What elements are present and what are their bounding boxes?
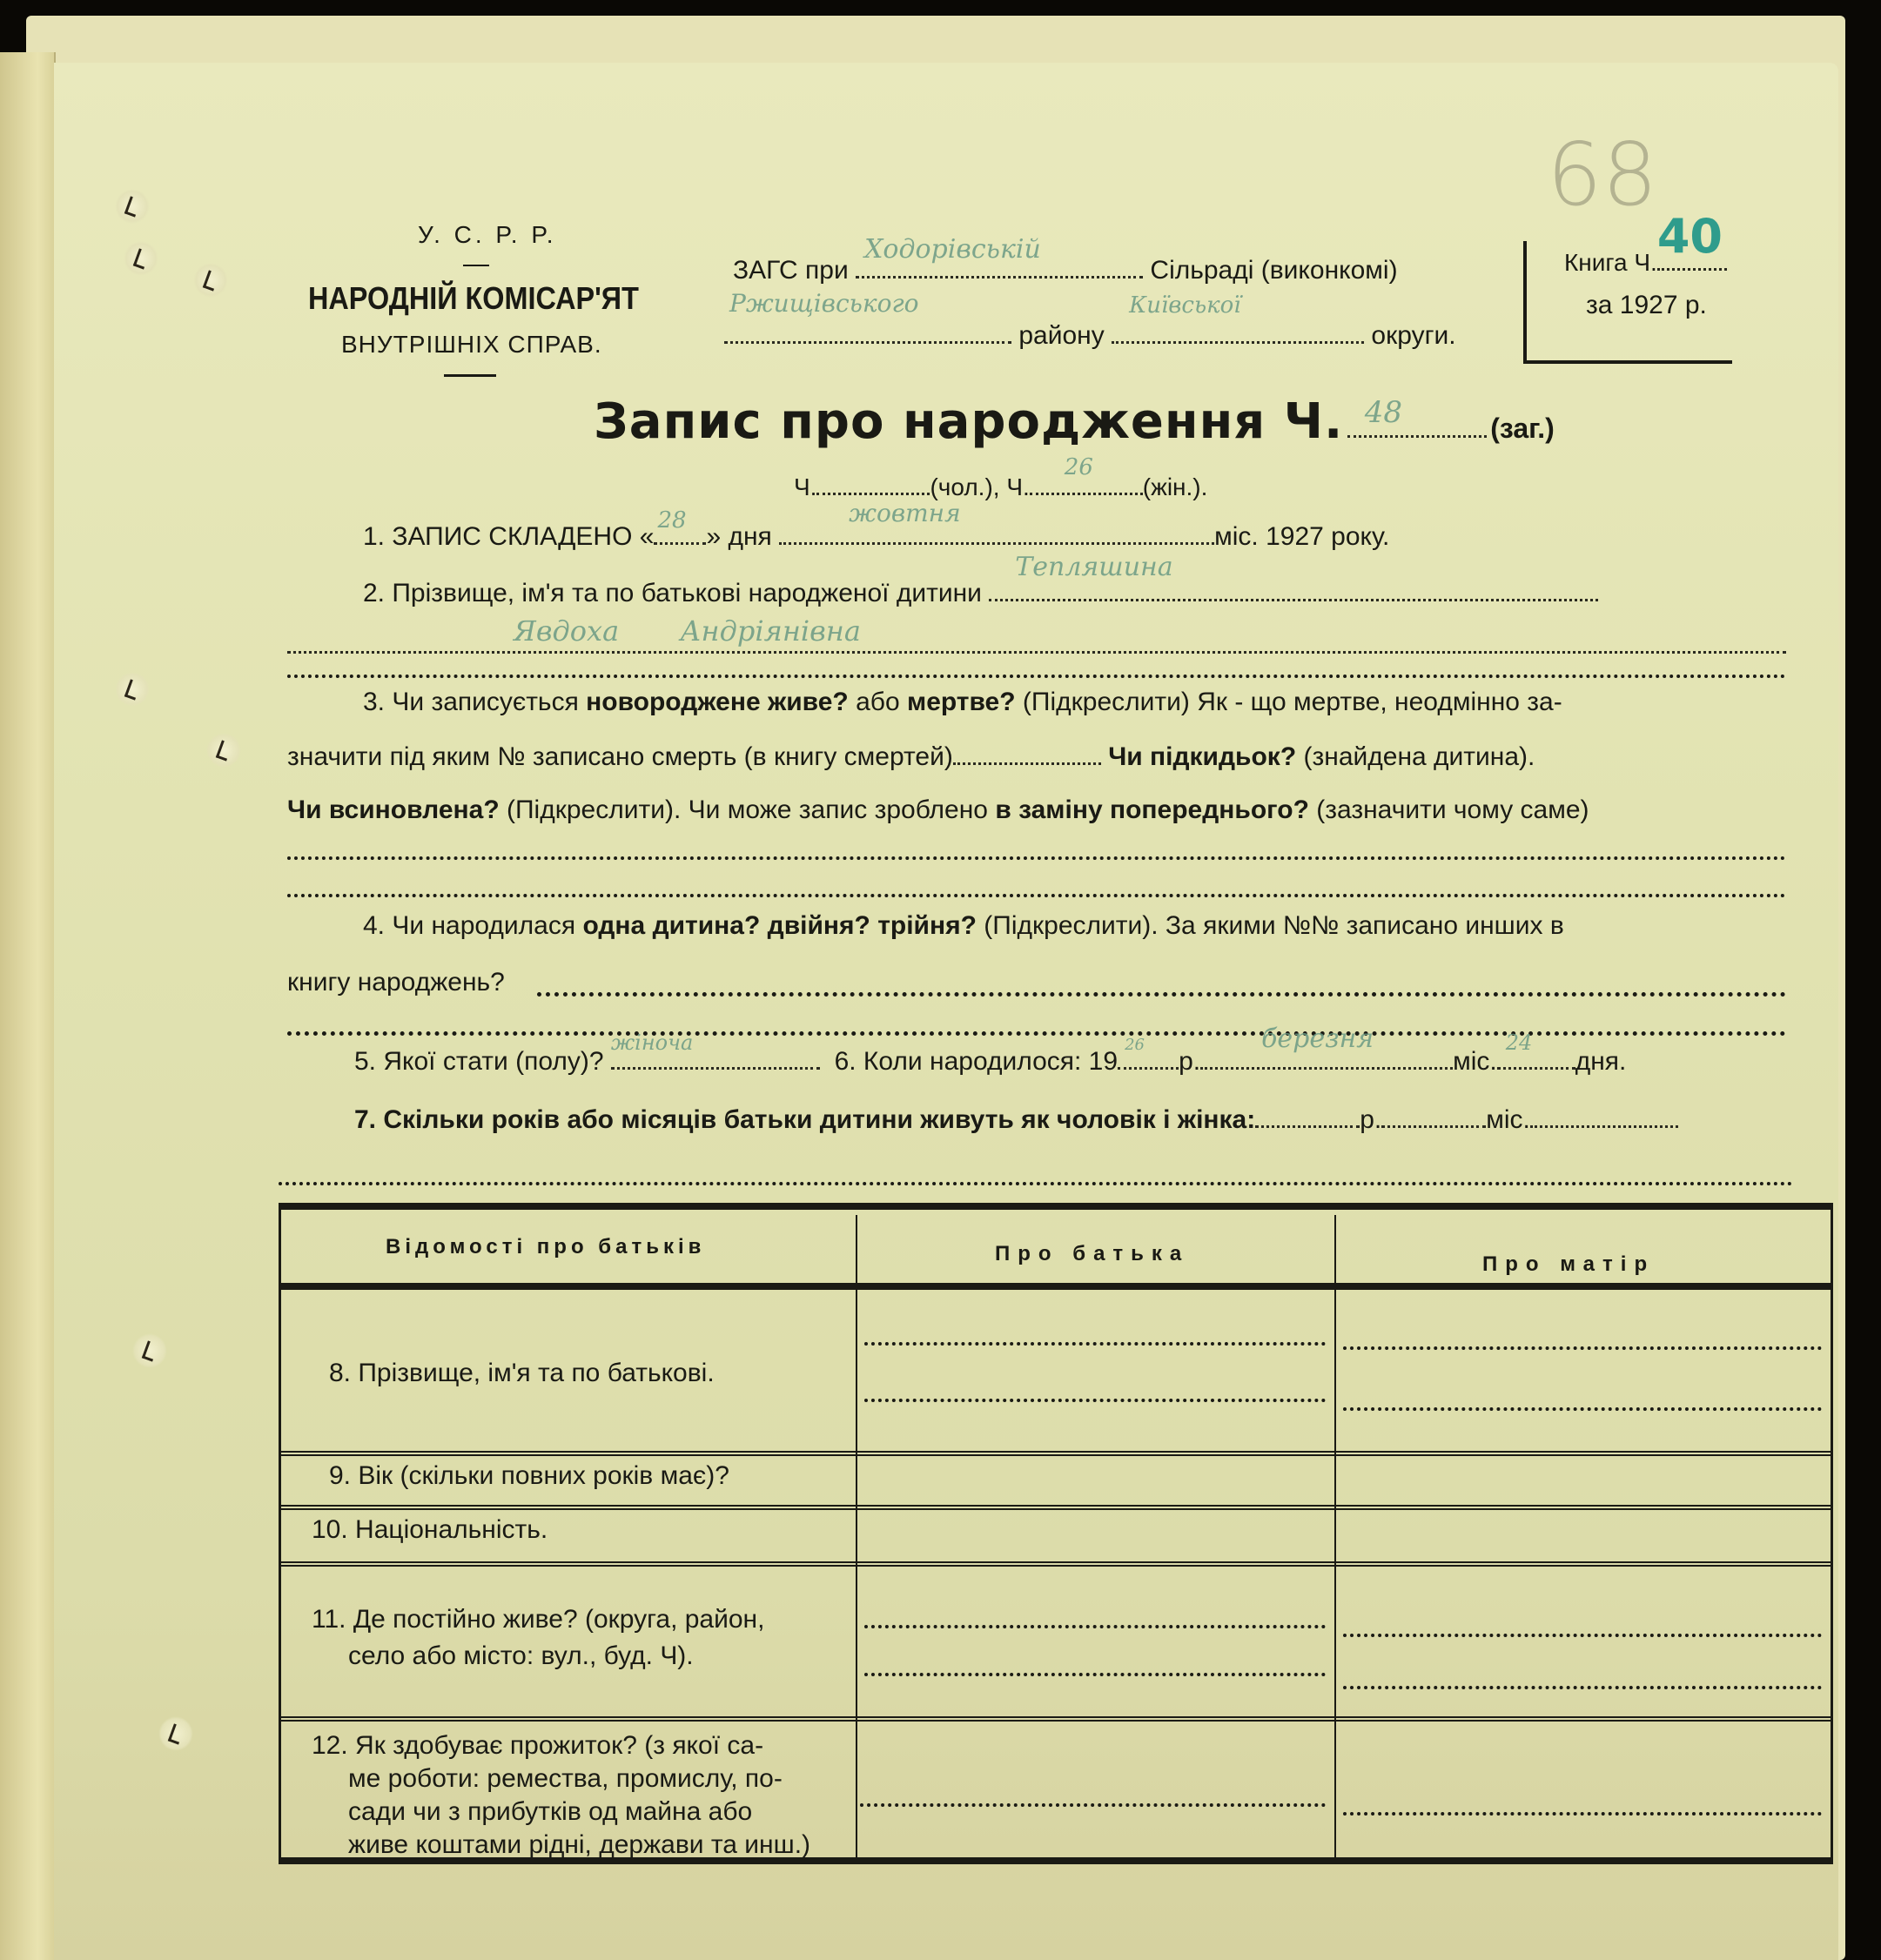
option-foundling[interactable]: Чи підкидьок? xyxy=(1108,742,1297,771)
child-surname-field[interactable] xyxy=(989,552,1598,601)
field-3-line-3 xyxy=(287,795,1589,825)
father-name-field[interactable] xyxy=(864,1342,1326,1346)
archive-pencil-number: 68 xyxy=(1547,124,1658,225)
record-month-field[interactable] xyxy=(779,499,1214,545)
male-suffix: (чол.), xyxy=(930,473,1000,500)
field-4-text: (Підкреслити). За якими №№ записано инших в xyxy=(984,911,1564,940)
binding-hole xyxy=(124,241,158,276)
district-label: району xyxy=(1018,321,1105,350)
female-number-field[interactable] xyxy=(1030,454,1143,495)
field-3-text: (Підкреслити) Як - що мертве, неодмінно за- xyxy=(1022,688,1562,716)
binding-hole xyxy=(193,263,228,298)
gender-numbers-line xyxy=(794,454,1208,501)
birth-day-value: 24 xyxy=(1505,1030,1533,1055)
death-record-number-field[interactable] xyxy=(953,742,1101,765)
book-number-line xyxy=(1564,209,1727,277)
binding-hole xyxy=(206,733,241,768)
field-5-label: 5. Якої стати (полу)? xyxy=(354,1047,604,1076)
field-3-text: (зазначити чому саме) xyxy=(1316,795,1589,824)
table-border-bottom xyxy=(281,1857,1831,1864)
district-line xyxy=(724,289,1456,351)
sex-field[interactable] xyxy=(610,1030,820,1070)
record-title: Запис про народження Ч. xyxy=(594,393,1344,450)
divider xyxy=(463,265,489,266)
option-adopted[interactable]: Чи всиновлена? xyxy=(287,795,500,824)
total-number-value: 48 xyxy=(1364,395,1402,430)
father-occupation-field[interactable] xyxy=(860,1803,1326,1807)
row-12-label xyxy=(312,1729,810,1862)
row-divider xyxy=(281,1561,1831,1567)
header-father: Про батька xyxy=(995,1242,1190,1265)
table-border-top xyxy=(281,1203,1831,1210)
okruha-value: Київської xyxy=(1129,292,1241,319)
header-mother: Про матір xyxy=(1482,1252,1656,1276)
field-7-label: 7. Скільки років або місяців батьки дитини живуть як чоловік і жінка: xyxy=(354,1105,1256,1134)
blank-line xyxy=(279,1182,1793,1185)
married-months-field[interactable] xyxy=(1381,1104,1486,1128)
father-age-field[interactable] xyxy=(864,1460,1326,1504)
field-3-text: 3. Чи записується xyxy=(363,688,579,716)
field-4-line-2 xyxy=(287,968,505,997)
father-nationality-field[interactable] xyxy=(864,1516,1326,1560)
column-divider xyxy=(856,1215,857,1864)
father-name-field-2[interactable] xyxy=(864,1399,1326,1402)
row-11-label xyxy=(312,1601,764,1675)
zags-value: Ходорівській xyxy=(864,234,1041,265)
option-alive[interactable]: новороджене живе? xyxy=(586,688,849,716)
ministry-title: НАРОДНІЙ КОМІСАР'ЯТ xyxy=(308,280,639,316)
mother-age-field[interactable] xyxy=(1343,1460,1822,1504)
married-years-field[interactable] xyxy=(1255,1104,1360,1128)
state-abbrev: У. С. Р. Р. xyxy=(418,221,557,248)
row-divider xyxy=(281,1451,1831,1456)
day-suffix: дня. xyxy=(1575,1047,1627,1076)
year-suffix: р. xyxy=(1179,1047,1201,1076)
field-1-suffix: міс. 1927 року. xyxy=(1214,522,1390,551)
option-replacement[interactable]: в заміну попереднього? xyxy=(995,795,1309,824)
child-surname-value: Тепляшина xyxy=(1015,552,1173,582)
row-12-label-line: 12. Як здобуває прожиток? (з якої са- xyxy=(312,1731,764,1760)
months-suffix: міс. xyxy=(1486,1105,1530,1134)
binding-hole xyxy=(132,1333,167,1368)
book-box-bottom-border xyxy=(1523,360,1732,364)
selrada-label: Сільраді (виконкомі) xyxy=(1150,256,1398,285)
birth-year-value: 26 xyxy=(1125,1036,1145,1054)
field-4-line-1 xyxy=(363,911,1564,941)
record-month-value: жовтня xyxy=(849,499,961,527)
birth-month-field[interactable] xyxy=(1200,1024,1453,1070)
zags-line xyxy=(733,234,1398,285)
ministry-subtitle: ВНУТРІШНІХ СПРАВ. xyxy=(341,331,602,358)
option-single-twins-triplets[interactable]: одна дитина? двійня? трійня? xyxy=(582,911,977,940)
mother-nationality-field[interactable] xyxy=(1343,1516,1822,1560)
row-9-label[interactable]: 9. Вік (скільки повних років має)? xyxy=(329,1461,729,1490)
okruha-label: округи. xyxy=(1371,321,1456,350)
binding-hole xyxy=(115,189,150,224)
row-12-label-line: ме роботи: ремества, промислу, по- xyxy=(348,1764,783,1793)
field-3-text: значити під яким № записано смерть (в книгу смертей) xyxy=(287,742,953,771)
book-number-field[interactable] xyxy=(1656,209,1727,271)
divider xyxy=(444,374,496,377)
month-suffix: міс. xyxy=(1453,1047,1497,1076)
field-3-text: або xyxy=(856,688,900,716)
child-name-value: Явдоха Андріянівна xyxy=(514,614,861,648)
district-value: Ржищівського xyxy=(729,289,919,318)
replacement-reason-field[interactable] xyxy=(287,856,1786,860)
total-number-field[interactable] xyxy=(1347,395,1487,438)
mother-residence-field-2[interactable] xyxy=(1343,1686,1822,1689)
field-3-line-2 xyxy=(287,742,1535,772)
column-divider xyxy=(1334,1215,1336,1864)
header-parents-info: Відомості про батьків xyxy=(386,1235,706,1259)
male-number-field[interactable] xyxy=(816,472,930,495)
district-field[interactable] xyxy=(724,289,1011,344)
father-residence-field-2[interactable] xyxy=(864,1673,1326,1676)
mother-name-field-2[interactable] xyxy=(1343,1407,1822,1411)
blank-line xyxy=(287,894,1786,897)
field-5-6-line xyxy=(354,1024,1627,1077)
birth-year-field[interactable] xyxy=(1118,1036,1179,1070)
row-10-label: 10. Національність. xyxy=(312,1515,548,1544)
blank-line xyxy=(1530,1104,1678,1128)
child-name-line xyxy=(287,614,1786,651)
book-number-value: 40 xyxy=(1656,209,1723,264)
book-box-left-border xyxy=(1523,241,1527,363)
field-2-child-name xyxy=(363,552,1598,608)
binding-hole xyxy=(115,672,150,707)
mother-residence-field[interactable] xyxy=(1343,1634,1822,1637)
record-day-field[interactable] xyxy=(654,507,706,545)
field-1-mid: » дня xyxy=(706,522,772,551)
female-prefix: Ч. xyxy=(1006,473,1030,500)
father-residence-field[interactable] xyxy=(864,1625,1326,1628)
option-dead[interactable]: мертве? xyxy=(907,688,1016,716)
left-page-edge xyxy=(0,52,56,1960)
other-births-field[interactable] xyxy=(537,992,1786,997)
years-suffix: р. xyxy=(1360,1105,1382,1134)
okruha-field[interactable] xyxy=(1112,292,1364,344)
record-title-line xyxy=(594,393,1555,450)
field-3-text: (Підкреслити). Чи може запис зроблено xyxy=(507,795,988,824)
row-8-label: 8. Прізвище, ім'я та по батькові. xyxy=(329,1359,715,1387)
field-4-text: 4. Чи народилася xyxy=(363,911,576,940)
field-1-record-date xyxy=(363,499,1390,552)
binding-hole xyxy=(158,1716,193,1751)
zags-field[interactable] xyxy=(856,234,1143,279)
female-number-value: 26 xyxy=(1064,454,1093,480)
row-12-label-line: сади чи з прибутків од майна або xyxy=(348,1797,753,1826)
total-suffix: (заг.) xyxy=(1490,413,1555,444)
row-12-label-line: живе коштами рідні, держави та инш.) xyxy=(348,1830,811,1859)
sex-value: жіноча xyxy=(610,1030,694,1055)
book-year: за 1927 р. xyxy=(1586,291,1707,319)
blank-line xyxy=(287,1031,1786,1036)
field-4-text: книгу народжень? xyxy=(287,968,505,997)
birth-record-page xyxy=(54,63,1838,1960)
field-3-line-1 xyxy=(363,688,1562,717)
male-prefix: Ч. xyxy=(794,473,817,500)
header-divider xyxy=(281,1283,1831,1290)
zags-prefix: ЗАГС при xyxy=(733,256,849,285)
book-label: Книга Ч. xyxy=(1564,249,1657,276)
mother-occupation-field[interactable] xyxy=(1343,1812,1822,1816)
mother-name-field[interactable] xyxy=(1343,1346,1822,1350)
record-day-value: 28 xyxy=(657,507,687,534)
row-11-label-line: село або місто: вул., буд. Ч). xyxy=(348,1641,694,1670)
blank-line xyxy=(287,675,1786,678)
child-name-field[interactable] xyxy=(287,614,1786,654)
birth-day-field[interactable] xyxy=(1497,1030,1575,1070)
birth-month-value: березня xyxy=(1261,1024,1374,1054)
row-divider xyxy=(281,1716,1831,1722)
field-1-label: 1. ЗАПИС СКЛАДЕНО « xyxy=(363,522,655,551)
field-2-label: 2. Прізвище, ім'я та по батькові народженої дитини xyxy=(363,579,982,607)
row-11-label-line: 11. Де постійно живе? (округа, район, xyxy=(312,1605,765,1634)
field-6-label: 6. Коли народилося: 19 xyxy=(834,1047,1119,1076)
female-suffix: (жін.). xyxy=(1142,473,1208,500)
field-3-text: (знайдена дитина). xyxy=(1303,742,1535,771)
row-divider xyxy=(281,1505,1831,1510)
field-7-line xyxy=(354,1104,1678,1135)
parents-table xyxy=(279,1203,1833,1864)
